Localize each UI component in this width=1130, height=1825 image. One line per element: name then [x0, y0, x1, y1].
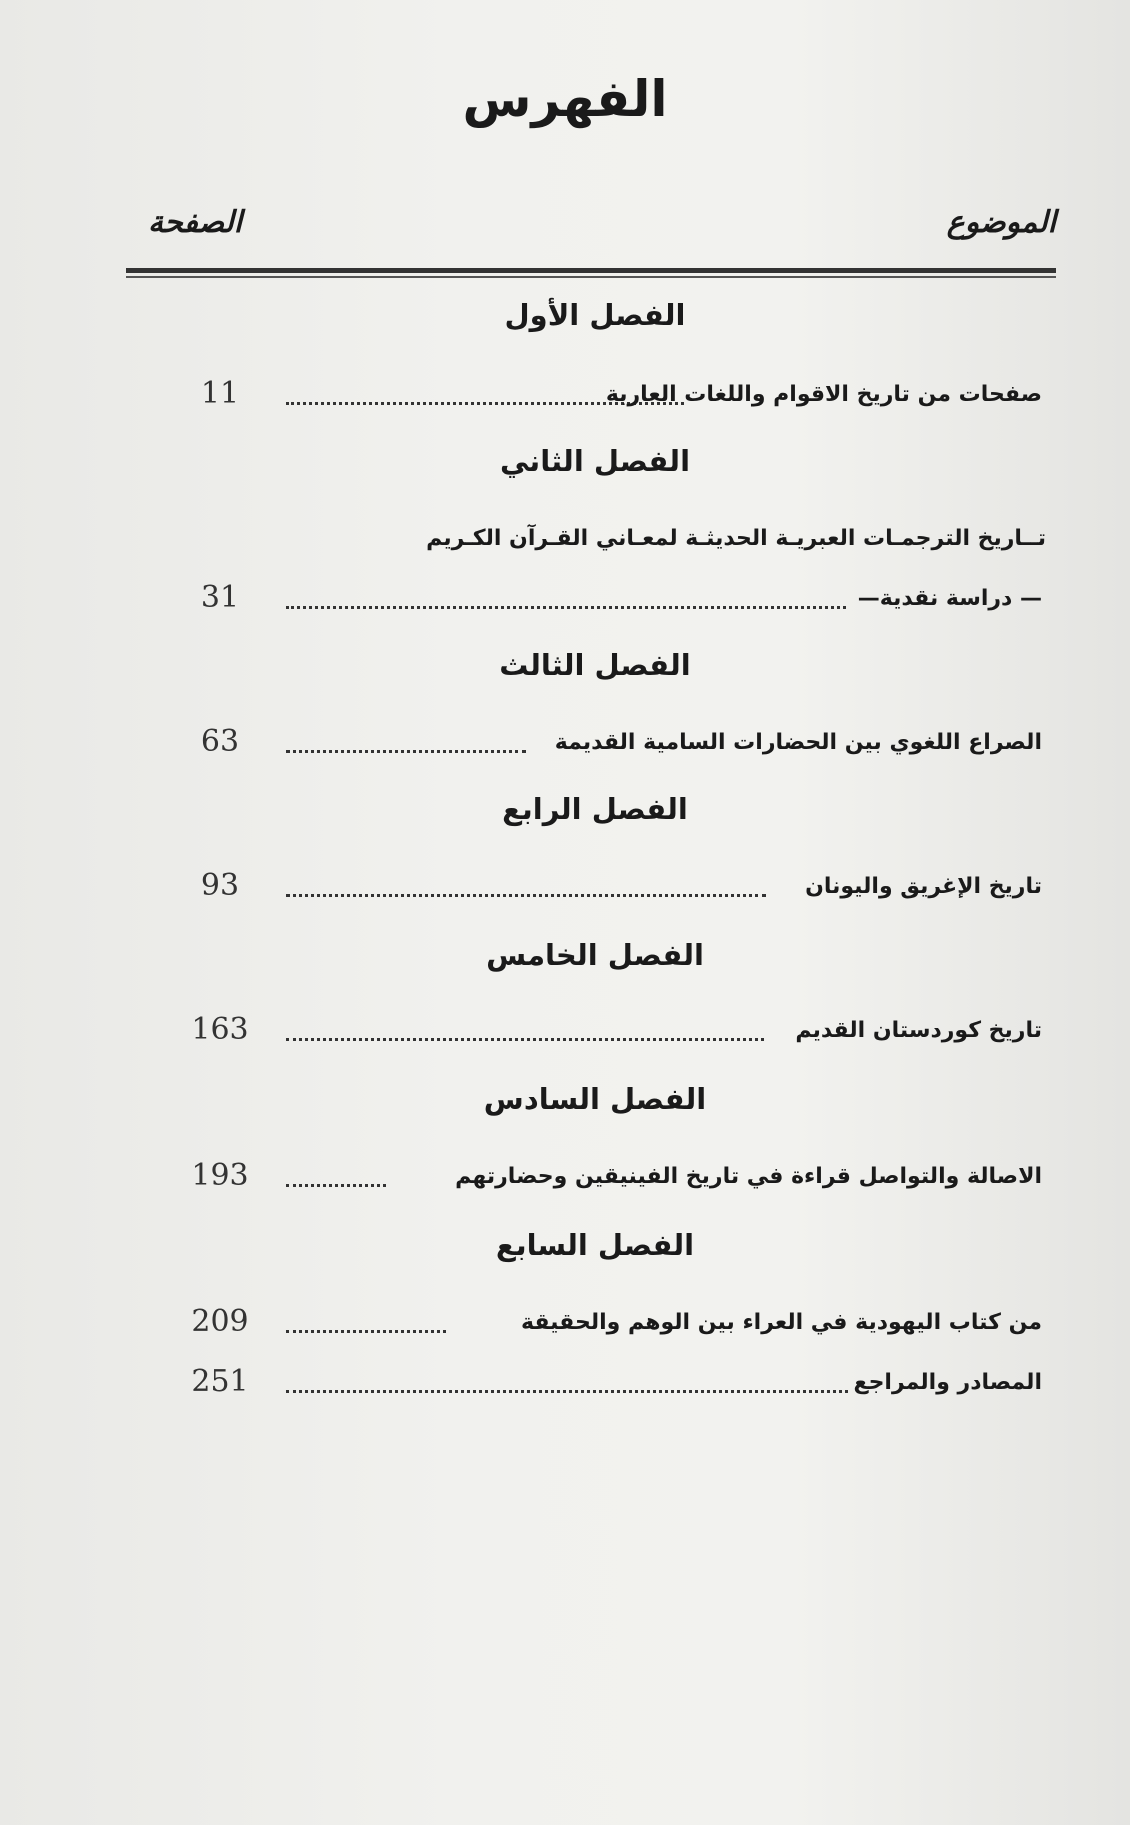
- toc-entry[interactable]: [126, 1304, 1042, 1348]
- entry-title: الصراع اللغوي بين الحضارات السامية القديمة: [554, 730, 1042, 755]
- entry-title-line1: تــاريخ الترجمـات العبريـة الحديثـة لمعـاني القـرآن الكـريم: [426, 526, 1046, 551]
- page-number: 93: [200, 868, 240, 903]
- page-number: 251: [191, 1364, 249, 1399]
- page-column-label: الصفحة: [148, 205, 243, 240]
- page-number: 31: [200, 580, 240, 615]
- entry-title: الاصالة والتواصل قراءة في تاريخ الفينيقين وحضارتهم: [455, 1164, 1042, 1189]
- page-number: 163: [191, 1012, 249, 1047]
- entry-title: المصادر والمراجع: [853, 1370, 1042, 1395]
- chapter-heading-1: الفصل الأول: [504, 298, 686, 332]
- toc-entry[interactable]: [126, 1158, 1042, 1202]
- dot-leader: [286, 606, 846, 609]
- toc-entry[interactable]: [126, 1012, 1042, 1056]
- topic-column-label: الموضوع: [946, 205, 1056, 240]
- chapter-heading-4: الفصل الرابع: [502, 792, 688, 826]
- toc-entry[interactable]: [126, 724, 1042, 768]
- dot-leader: [286, 894, 766, 897]
- dot-leader: [286, 1038, 764, 1041]
- toc-header: [126, 205, 1056, 251]
- entry-title: من كتاب اليهودية في العراء بين الوهم والحقيقة: [521, 1310, 1042, 1335]
- entry-title-line2: — دراسة نقدية—: [857, 586, 1042, 611]
- dot-leader: [286, 1330, 446, 1333]
- chapter-heading-3: الفصل الثالث: [499, 648, 691, 682]
- page-number: 209: [191, 1304, 249, 1339]
- dot-leader: [286, 750, 526, 753]
- chapter-heading-2: الفصل الثاني: [499, 444, 691, 478]
- page-number: 63: [200, 724, 240, 759]
- entry-title: تاريخ الإغريق واليونان: [805, 874, 1042, 899]
- header-rule-thin: [126, 276, 1056, 278]
- chapter-heading-7: الفصل السابع: [495, 1228, 695, 1262]
- toc-entry[interactable]: [126, 1364, 1042, 1408]
- entry-title: تاريخ كوردستان القديم: [795, 1018, 1042, 1043]
- toc-entry[interactable]: [126, 868, 1042, 912]
- toc-entry[interactable]: [126, 580, 1042, 624]
- page-number: 11: [200, 376, 240, 411]
- page-number: 193: [191, 1158, 249, 1193]
- page-title: الفهرس: [462, 70, 668, 128]
- header-rule-thick: [126, 268, 1056, 273]
- entry-title: صفحات من تاريخ الاقوام واللغات العاربة: [605, 382, 1042, 407]
- chapter-heading-5: الفصل الخامس: [486, 938, 704, 972]
- dot-leader: [286, 1184, 386, 1187]
- dot-leader: [286, 1390, 848, 1393]
- toc-entry[interactable]: [126, 376, 1042, 420]
- chapter-heading-6: الفصل السادس: [483, 1082, 707, 1116]
